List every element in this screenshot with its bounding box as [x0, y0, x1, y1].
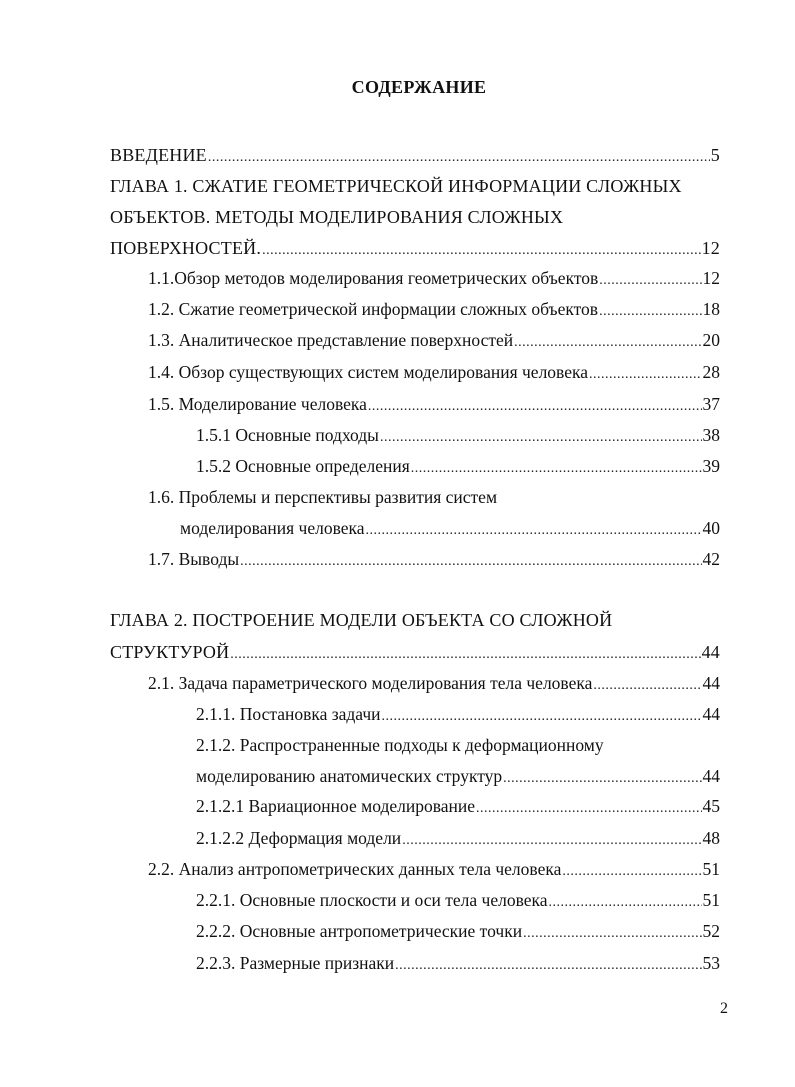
toc-chapter-1-line1[interactable]: ГЛАВА 1. СЖАТИЕ ГЕОМЕТРИЧЕСКОЙ ИНФОРМАЦИИ СЛОЖНЫХ — [110, 176, 682, 196]
toc-entry-title: моделирования человека — [180, 518, 365, 538]
page-title: СОДЕРЖАНИЕ — [351, 77, 487, 97]
dot-leader — [476, 798, 701, 820]
toc-entry-1-4[interactable] — [148, 361, 720, 383]
dot-leader — [395, 955, 701, 977]
toc-entry-1-6-line1[interactable]: 1.6. Проблемы и перспективы развития систем — [148, 487, 498, 507]
toc-entry-chapter-2[interactable] — [110, 641, 720, 663]
dot-leader — [368, 396, 702, 418]
toc-entry-page: 52 — [702, 921, 720, 941]
toc-entry-title: 2.2.3. Размерные признаки — [196, 953, 395, 973]
toc-entry-page: 44 — [702, 766, 720, 786]
toc-entry-title: 1.7. Выводы — [148, 549, 240, 569]
toc-entry-page: 40 — [702, 518, 720, 538]
dot-leader — [514, 332, 701, 354]
dot-leader — [523, 923, 701, 945]
toc-entry-page: 45 — [702, 796, 720, 816]
toc-entry-1-5[interactable] — [148, 393, 720, 415]
toc-entry-page: 12 — [701, 238, 720, 258]
toc-entry-page: 37 — [702, 394, 720, 414]
page-number: 2 — [720, 1000, 728, 1017]
toc-entry-1-3[interactable] — [148, 329, 720, 351]
dot-leader — [593, 675, 701, 697]
dot-leader — [503, 768, 701, 790]
dot-leader — [366, 520, 702, 542]
toc-entry-page: 42 — [702, 549, 720, 569]
dot-leader — [562, 861, 701, 883]
toc-entry-page: 44 — [702, 704, 720, 724]
toc-entry-title: 2.2.1. Основные плоскости и оси тела человека — [196, 890, 548, 910]
toc-chapter-1-line2[interactable]: ОБЪЕКТОВ. МЕТОДЫ МОДЕЛИРОВАНИЯ СЛОЖНЫХ — [110, 207, 564, 227]
toc-entry-2-1-1[interactable] — [196, 703, 720, 725]
toc-entry-1-5-2[interactable] — [196, 455, 720, 477]
toc-entry-2-2[interactable] — [148, 858, 720, 880]
toc-entry-2-1[interactable] — [148, 672, 720, 694]
toc-entry-page: 44 — [702, 673, 720, 693]
toc-entry-1-1[interactable] — [148, 267, 720, 289]
toc-entry-title: 1.5.1 Основные подходы — [196, 425, 379, 445]
toc-entry-1-2[interactable] — [148, 298, 720, 320]
toc-entry-page: 51 — [702, 890, 720, 910]
dot-leader — [589, 364, 702, 386]
toc-entry-page: 18 — [702, 299, 720, 319]
toc-entry-page: 51 — [702, 859, 720, 879]
dot-leader — [230, 644, 700, 666]
toc-entry-page: 20 — [702, 330, 720, 350]
toc-entry-intro[interactable] — [110, 144, 720, 166]
toc-chapter-2-line1[interactable]: ГЛАВА 2. ПОСТРОЕНИЕ МОДЕЛИ ОБЪЕКТА СО СЛОЖНОЙ — [110, 610, 613, 630]
dot-leader — [599, 270, 701, 292]
toc-entry-title: ПОВЕРХНОСТЕЙ. — [110, 238, 262, 258]
toc-entry-title: 2.1.2.2 Деформация модели — [196, 828, 402, 848]
toc-entry-title: ВВЕДЕНИЕ — [110, 145, 207, 165]
toc-entry-1-6[interactable] — [180, 517, 720, 539]
toc-entry-2-2-1[interactable] — [196, 889, 720, 911]
toc-entry-title: 2.1.1. Постановка задачи — [196, 704, 381, 724]
toc-entry-page: 39 — [702, 456, 720, 476]
toc-entry-chapter-1[interactable] — [110, 237, 720, 259]
toc-entry-title: 2.1. Задача параметрического моделирования тела человека — [148, 673, 593, 693]
toc-entry-page: 5 — [710, 145, 720, 165]
toc-entry-2-2-3[interactable] — [196, 952, 720, 974]
dot-leader — [549, 892, 702, 914]
toc-entry-title: 1.5. Моделирование человека — [148, 394, 367, 414]
toc-entry-title: 1.3. Аналитическое представление поверхностей — [148, 330, 514, 350]
toc-entry-title: 2.1.2.1 Вариационное моделирование — [196, 796, 476, 816]
toc-entry-title: 1.1.Обзор методов моделирования геометрических объектов — [148, 268, 599, 288]
toc-entry-title: 1.2. Сжатие геометрической информации сложных объектов — [148, 299, 599, 319]
dot-leader — [599, 301, 701, 323]
toc-entry-title: 2.2. Анализ антропометрических данных тела человека — [148, 859, 562, 879]
toc-entry-title: моделированию анатомических структур — [196, 766, 503, 786]
toc-entry-title: 1.5.2 Основные определения — [196, 456, 410, 476]
dot-leader — [411, 458, 702, 480]
toc-entry-page: 44 — [701, 642, 720, 662]
toc-entry-page: 28 — [702, 362, 720, 382]
toc-entry-2-1-2-2[interactable] — [196, 827, 720, 849]
toc-entry-page: 12 — [702, 268, 720, 288]
toc-entry-2-1-2[interactable] — [196, 765, 720, 787]
dot-leader — [208, 147, 710, 169]
toc-entry-page: 53 — [702, 953, 720, 973]
dot-leader — [240, 551, 701, 573]
toc-entry-2-2-2[interactable] — [196, 920, 720, 942]
toc-entry-2-1-2-1[interactable] — [196, 795, 720, 817]
dot-leader — [402, 830, 701, 852]
dot-leader — [262, 240, 701, 262]
dot-leader — [380, 427, 702, 449]
toc-entry-title: 2.2.2. Основные антропометрические точки — [196, 921, 523, 941]
dot-leader — [382, 706, 702, 728]
toc-entry-page: 48 — [702, 828, 720, 848]
toc-entry-1-7[interactable] — [148, 548, 720, 570]
toc-entry-2-1-2-line1[interactable]: 2.1.2. Распространенные подходы к деформационному — [196, 735, 604, 755]
toc-entry-1-5-1[interactable] — [196, 424, 720, 446]
toc-entry-page: 38 — [702, 425, 720, 445]
toc-entry-title: 1.4. Обзор существующих систем моделирования человека — [148, 362, 588, 382]
toc-entry-title: СТРУКТУРОЙ — [110, 642, 230, 662]
